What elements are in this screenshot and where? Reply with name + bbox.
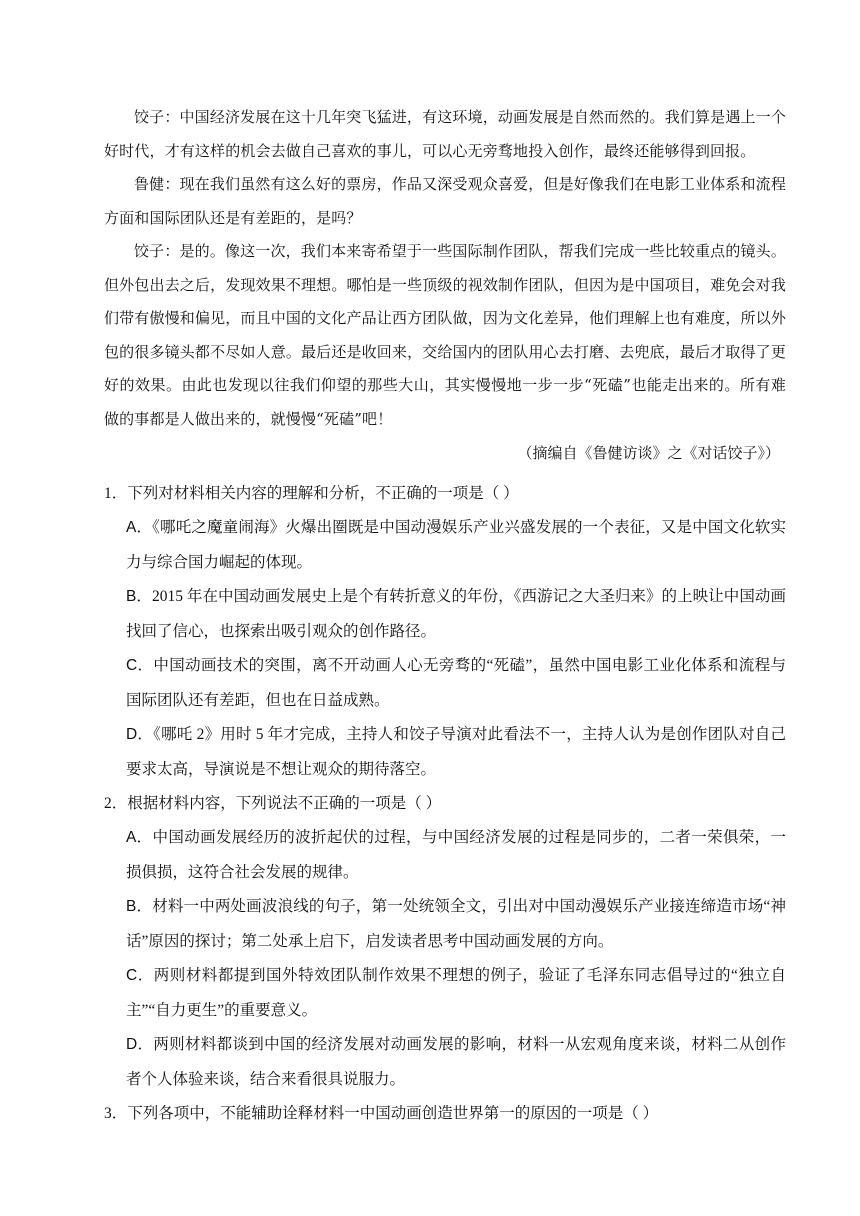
option-letter: A． bbox=[126, 519, 153, 536]
option-text: 两则材料都提到国外特效团队制作效果不理想的例子，验证了毛泽东同志倡导过的“独立自主”“自力更生”的重要意义。 bbox=[126, 967, 786, 1019]
option-d bbox=[104, 1028, 786, 1097]
option-text: 中国动画发展经历的波折起伏的过程，与中国经济发展的过程是同步的，二者一荣俱荣，一损俱损，这符合社会发展的规律。 bbox=[126, 829, 786, 881]
question-text: 下列对材料相关内容的理解和分析，不正确的一项是（ ） bbox=[127, 485, 519, 502]
option-c bbox=[104, 959, 786, 1028]
option-text: 两则材料都谈到中国的经济发展对动画发展的影响，材料一从宏观角度来谈，材料二从创作者个人体验来谈，结合来看很具说服力。 bbox=[126, 1036, 786, 1088]
option-letter: B． bbox=[126, 588, 152, 605]
option-text: 《哪吒之魔童闹海》火爆出圈既是中国动漫娱乐产业兴盛发展的一个表征，又是中国文化软实力与综合国力崛起的体现。 bbox=[126, 519, 786, 571]
paragraph-jiaozi-2: 饺子：是的。像这一次，我们本来寄希望于一些国际制作团队，帮我们完成一些比较重点的镜头。但外包出去之后，发现效果不理想。哪怕是一些顶级的视效制作团队，但因为是中国项目，难免会对我们带有傲慢和偏见，而且中国的文化产品让西方团队做，因为文化差异，他们理解上也有难度，所以外包的很多镜头都不尽如人意。最后还是收回来，交给国内的团队用心去打磨、去兜底，最后才取得了更好的效果。由此也发现以往我们仰望的那些大山，其实慢慢地一步一步“死磕”也能走出来的。所有难做的事都是人做出来的，就慢慢“死磕”吧！ bbox=[104, 242, 786, 428]
question-3 bbox=[104, 1097, 786, 1131]
option-text: 2015 年在中国动画发展史上是个有转折意义的年份，《西游记之大圣归来》的上映让中国动画找回了信心，也探索出吸引观众的创作路径。 bbox=[126, 588, 786, 640]
paragraph-lujian: 鲁健：现在我们虽然有这么好的票房，作品又深受观众喜爱，但是好像我们在电影工业体系和流程方面和国际团队还是有差距的，是吗？ bbox=[104, 175, 786, 227]
question-2 bbox=[104, 787, 786, 1097]
option-letter: C． bbox=[126, 657, 154, 674]
question-1 bbox=[104, 477, 786, 787]
option-d bbox=[104, 718, 786, 787]
option-text: 《哪吒 2》用时 5 年才完成，主持人和饺子导演对此看法不一，主持人认为是创作团队对自己要求太高，导演说是不想让观众的期待落空。 bbox=[126, 726, 786, 778]
question-number: 1． bbox=[104, 485, 128, 502]
question-stem bbox=[104, 787, 786, 821]
question-list bbox=[104, 477, 786, 1131]
question-number: 2． bbox=[104, 795, 128, 812]
option-letter: A． bbox=[126, 829, 153, 846]
question-stem bbox=[104, 1097, 786, 1131]
paragraph-jiaozi-1: 饺子：中国经济发展在这十几年突飞猛进，有这环境，动画发展是自然而然的。我们算是遇上一个好时代，才有这样的机会去做自己喜欢的事儿，可以心无旁骛地投入创作，最终还能够得到回报。 bbox=[104, 108, 786, 160]
question-number: 3． bbox=[104, 1105, 128, 1122]
question-text: 下列各项中，不能辅助诠释材料一中国动画创造世界第一的原因的一项是（ ） bbox=[127, 1105, 659, 1122]
option-b bbox=[104, 580, 786, 649]
option-letter: D． bbox=[126, 726, 154, 743]
question-text: 根据材料内容，下列说法不正确的一项是（ ） bbox=[127, 795, 442, 812]
option-text: 中国动画技术的突围，离不开动画人心无旁骛的“死磕”，虽然中国电影工业化体系和流程与国际团队还有差距，但也在日益成熟。 bbox=[126, 657, 786, 709]
question-stem bbox=[104, 477, 786, 511]
option-letter: D． bbox=[126, 1036, 154, 1053]
option-a bbox=[104, 821, 786, 890]
option-b bbox=[104, 890, 786, 959]
interview-excerpt bbox=[104, 101, 786, 471]
source-citation: （摘编自《鲁健访谈》之《对话饺子》） bbox=[517, 444, 780, 462]
option-c bbox=[104, 649, 786, 718]
option-letter: B． bbox=[126, 898, 153, 915]
option-a bbox=[104, 511, 786, 580]
option-letter: C． bbox=[126, 967, 154, 984]
option-text: 材料一中两处画波浪线的句子，第一处统领全文，引出对中国动漫娱乐产业接连缔造市场“神话”原因的探讨；第二处承上启下，启发读者思考中国动画发展的方向。 bbox=[126, 898, 786, 950]
